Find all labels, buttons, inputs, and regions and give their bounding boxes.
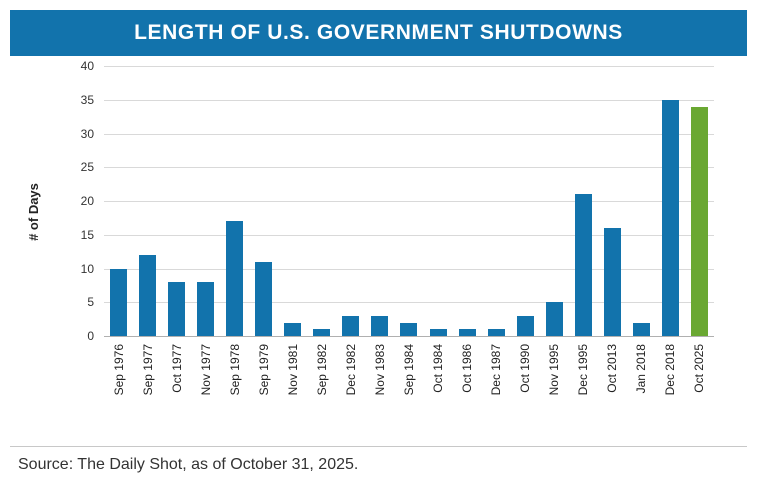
bar[interactable] — [546, 302, 563, 336]
chart-container — [10, 59, 747, 436]
x-axis-tick-label: Nov 1995 — [547, 344, 562, 396]
bar[interactable] — [575, 194, 592, 336]
x-axis-tick-label: Oct 1986 — [460, 344, 475, 393]
y-axis-tick-label: 30 — [80, 126, 94, 141]
x-axis-label-slot — [598, 340, 627, 430]
x-axis-tick-label: Sep 1982 — [314, 344, 329, 396]
bar-slot — [162, 66, 191, 336]
bar-slot — [424, 66, 453, 336]
y-axis-tick-label: 35 — [80, 92, 94, 107]
bar-slot — [453, 66, 482, 336]
bar[interactable] — [371, 316, 388, 336]
x-axis-tick-label: Sep 1976 — [111, 344, 126, 396]
x-axis-label-slot — [540, 340, 569, 430]
x-axis-tick-label: Nov 1981 — [285, 344, 300, 396]
x-axis-label-slot — [453, 340, 482, 430]
plot-area — [10, 59, 747, 436]
x-axis-tick-label: Oct 2025 — [692, 344, 707, 393]
x-axis-label-slot — [482, 340, 511, 430]
x-axis-tick-label: Nov 1983 — [372, 344, 387, 396]
x-axis-label-slot — [278, 340, 307, 430]
bar-slot — [685, 66, 714, 336]
x-axis-label-slot — [162, 340, 191, 430]
x-axis-label-slot — [133, 340, 162, 430]
bar[interactable] — [226, 221, 243, 336]
bar-slot — [656, 66, 685, 336]
bar-slot — [627, 66, 656, 336]
x-axis-tick-label: Nov 1977 — [198, 344, 213, 396]
bar[interactable] — [284, 323, 301, 337]
bar[interactable] — [197, 282, 214, 336]
y-axis-tick-label: 0 — [87, 329, 94, 343]
bar[interactable] — [633, 323, 650, 337]
x-axis-tick-label: Sep 1979 — [256, 344, 271, 396]
bar[interactable] — [342, 316, 359, 336]
bar[interactable] — [517, 316, 534, 336]
x-axis-label-slot — [249, 340, 278, 430]
x-axis-tick-label: Jan 2018 — [634, 344, 649, 394]
x-axis-label-slot — [191, 340, 220, 430]
x-axis-tick-label: Sep 1978 — [227, 344, 242, 396]
bar-slot — [482, 66, 511, 336]
chart-title-bar — [10, 10, 747, 56]
bar[interactable] — [488, 329, 505, 336]
bar-slot — [598, 66, 627, 336]
bar-series — [104, 66, 714, 336]
x-axis-tick-label: Oct 1984 — [431, 344, 446, 393]
x-axis-tick-label: Oct 2013 — [605, 344, 620, 393]
y-axis-ticks — [60, 59, 94, 436]
x-axis-tick-label: Sep 1977 — [140, 344, 155, 396]
x-axis-label-slot — [365, 340, 394, 430]
x-axis-tick-label: Oct 1977 — [169, 344, 184, 393]
x-axis-label-slot — [511, 340, 540, 430]
x-axis-label-slot — [307, 340, 336, 430]
bar[interactable] — [662, 100, 679, 336]
y-axis-tick-label: 25 — [80, 160, 94, 175]
x-axis-label-slot — [685, 340, 714, 430]
footer-divider — [10, 446, 747, 447]
bar[interactable] — [139, 255, 156, 336]
bar-slot — [191, 66, 220, 336]
x-axis-tick-label: Sep 1984 — [401, 344, 416, 396]
x-axis-line — [104, 336, 714, 337]
bar-slot — [220, 66, 249, 336]
bar[interactable] — [313, 329, 330, 336]
x-axis-label-slot — [656, 340, 685, 430]
x-axis-label-slot — [336, 340, 365, 430]
x-axis-tick-label: Dec 1995 — [576, 344, 591, 396]
x-axis-label-slot — [104, 340, 133, 430]
x-axis-labels — [104, 340, 714, 430]
source-note: Source: The Daily Shot, as of October 31, 2025. — [18, 456, 359, 473]
bar-slot — [307, 66, 336, 336]
x-axis-label-slot — [220, 340, 249, 430]
x-axis-tick-label: Oct 1990 — [518, 344, 533, 393]
y-axis-tick-label: 20 — [80, 194, 94, 208]
bar-slot — [394, 66, 423, 336]
bar-slot — [540, 66, 569, 336]
page-title: LENGTH OF U.S. GOVERNMENT SHUTDOWNS — [134, 21, 623, 44]
bar[interactable] — [400, 323, 417, 337]
x-axis-label-slot — [569, 340, 598, 430]
bar[interactable] — [604, 228, 621, 336]
x-axis-tick-label: Dec 1982 — [343, 344, 358, 396]
bar[interactable] — [255, 262, 272, 336]
bar[interactable] — [459, 329, 476, 336]
y-axis-label: # of Days — [26, 183, 41, 241]
x-axis-tick-label: Dec 2018 — [663, 344, 678, 396]
bar[interactable] — [430, 329, 447, 336]
x-axis-label-slot — [424, 340, 453, 430]
y-axis-tick-label: 15 — [80, 227, 94, 242]
y-axis-tick-label: 40 — [80, 59, 94, 73]
bar-slot — [569, 66, 598, 336]
y-axis-tick-label: 10 — [80, 261, 94, 276]
bar-slot — [278, 66, 307, 336]
x-axis-label-slot — [394, 340, 423, 430]
y-axis-tick-label: 5 — [87, 295, 94, 310]
bar[interactable] — [168, 282, 185, 336]
bar-slot — [365, 66, 394, 336]
bar-slot — [336, 66, 365, 336]
bar-slot — [104, 66, 133, 336]
x-axis-tick-label: Dec 1987 — [489, 344, 504, 396]
bar-slot — [511, 66, 540, 336]
x-axis-label-slot — [627, 340, 656, 430]
bar-slot — [133, 66, 162, 336]
bar-slot — [249, 66, 278, 336]
bar[interactable] — [691, 107, 708, 337]
bar[interactable] — [110, 269, 127, 337]
